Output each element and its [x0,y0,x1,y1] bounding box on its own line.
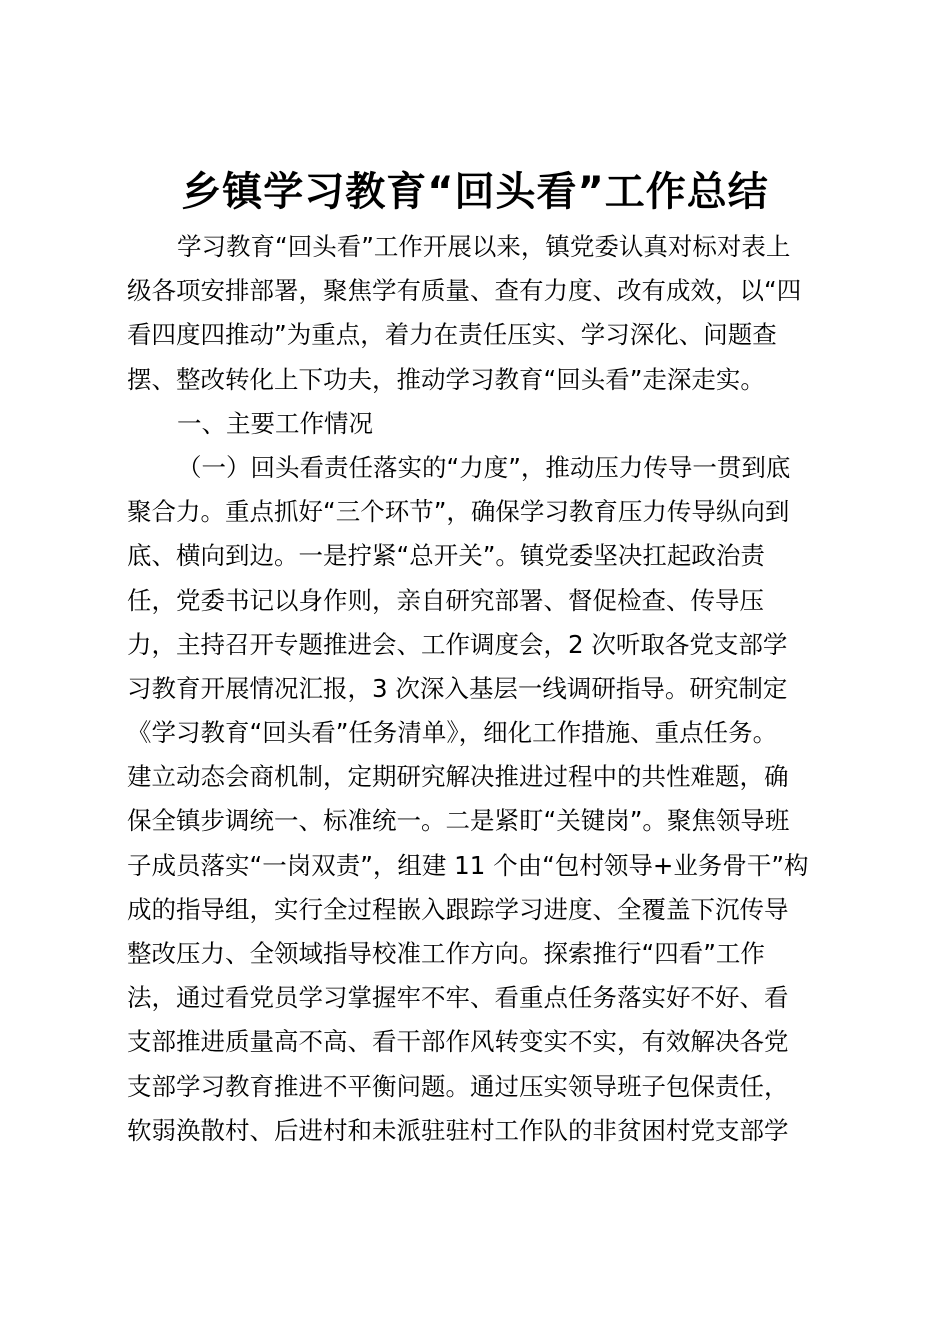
paragraph-1-line-2: 聚合力。重点抓好“三个环节”，确保学习教育压力传导纵向到 [127,497,790,527]
section-heading-main-work: 一、主要工作情况 [177,408,373,438]
paragraph-1-line-16: 软弱涣散村、后进村和未派驻驻村工作队的非贫困村党支部学 [127,1115,789,1145]
paragraph-intro-line-4: 摆、整改转化上下功夫，推动学习教育“回头看”走深走实。 [127,364,765,394]
paragraph-1-line-11: 成的指导组，实行全过程嵌入跟踪学习进度、全覆盖下沉传导 [127,894,789,924]
document-body [127,225,837,1153]
paragraph-1-line-4: 任，党委书记以身作则，亲自研究部署、督促检查、传导压 [127,585,764,615]
paragraph-1-line-7: 《学习教育“回头看”任务清单》，细化工作措施、重点任务。 [127,718,778,748]
document-title: 乡镇学习教育“回头看”工作总结 [181,169,769,215]
paragraph-1-line-8: 建立动态会商机制，定期研究解决推进过程中的共性难题，确 [127,762,789,792]
paragraph-1-line-3: 底、横向到边。一是拧紧“总开关”。镇党委坚决扛起政治责 [127,541,765,571]
paragraph-1-line-6: 习教育开展情况汇报，3 次深入基层一线调研指导。研究制定 [127,673,788,703]
paragraph-1-line-13: 法，通过看党员学习掌握牢不牢、看重点任务落实好不好、看 [127,983,789,1013]
paragraph-1-line-10: 子成员落实“一岗双责”，组建 11 个由“包村领导+业务骨干”构 [127,850,809,880]
paragraph-1-line-9: 保全镇步调统一、标准统一。二是紧盯“关键岗”。聚焦领导班 [127,806,790,836]
paragraph-1-line-12: 整改压力、全领域指导校准工作方向。探索推行“四看”工作 [127,939,765,968]
paragraph-1-line-1: （一）回头看责任落实的“力度”，推动压力传导一贯到底 [177,452,791,482]
paragraph-intro-line-2: 级各项安排部署，聚焦学有质量、查有力度、改有成效，以“四 [127,276,802,306]
paragraph-intro-line-3: 看四度四推动”为重点，着力在责任压实、学习深化、问题查 [127,320,777,350]
paragraph-1-line-5: 力，主持召开专题推进会、工作调度会，2 次听取各党支部学 [127,629,788,659]
paragraph-1-line-14: 支部推进质量高不高、看干部作风转变实不实，有效解决各党 [127,1027,789,1057]
paragraph-intro-line-1: 学习教育“回头看”工作开展以来，镇党委认真对标对表上 [177,232,791,261]
paragraph-1-line-15: 支部学习教育推进不平衡问题。通过压实领导班子包保责任， [127,1071,789,1101]
